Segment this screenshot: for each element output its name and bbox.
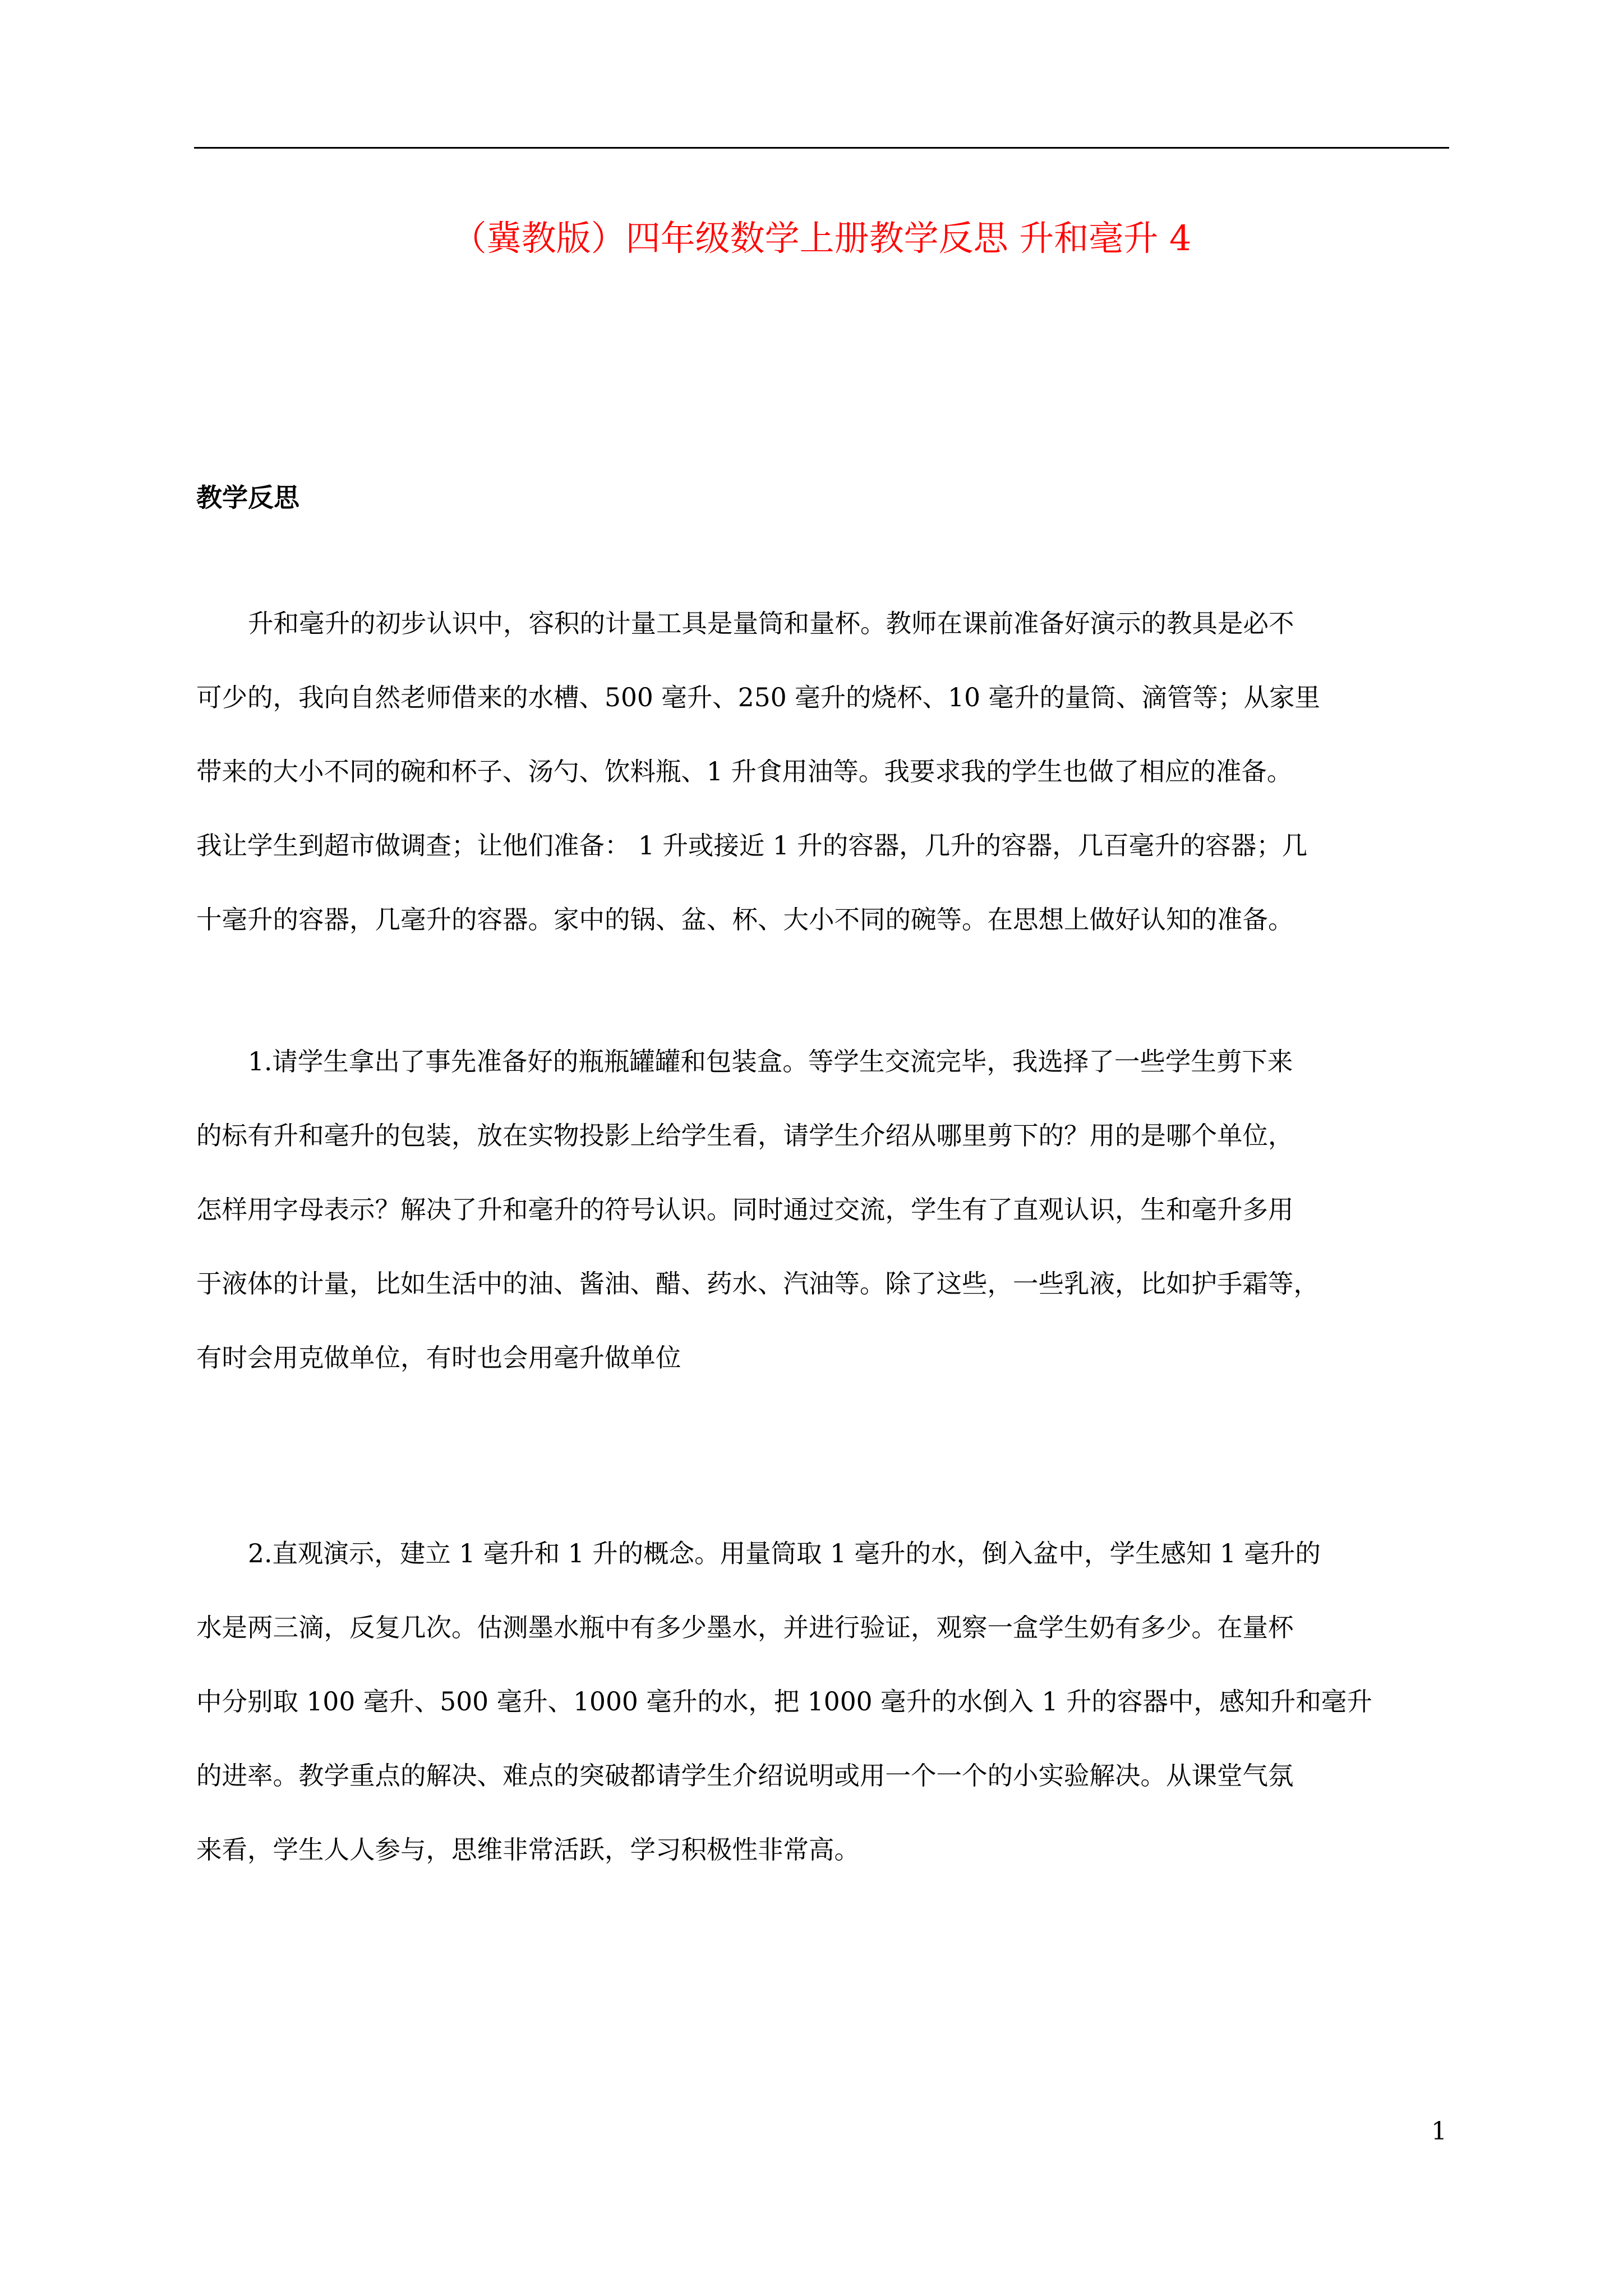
section-heading: 教学反思	[196, 482, 299, 513]
paragraph-line: 带来的大小不同的碗和杯子、汤勺、饮料瓶、1 升食用油等。我要求我的学生也做了相应的准备。	[196, 757, 1293, 786]
paragraph-line: 于液体的计量，比如生活中的油、酱油、醋、药水、汽油等。除了这些，一些乳液，比如护手霜等，	[196, 1269, 1320, 1299]
page-number: 1	[1431, 2117, 1447, 2146]
paragraph-line: 1.请学生拿出了事先准备好的瓶瓶罐罐和包装盒。等学生交流完毕，我选择了一些学生剪下来	[248, 1047, 1293, 1076]
paragraph-line: 中分别取 100 毫升、500 毫升、1000 毫升的水，把 1000 毫升的水倒入 1 升的容器中，感知升和毫升	[196, 1687, 1372, 1717]
paragraph-line: 可少的，我向自然老师借来的水槽、500 毫升、250 毫升的烧杯、10 毫升的量筒、滴管等；从家里	[196, 683, 1320, 712]
paragraph-3	[196, 1517, 1447, 1887]
paragraph-line: 水是两三滴，反复几次。估测墨水瓶中有多少墨水，并进行验证，观察一盒学生奶有多少。在量杯	[196, 1613, 1294, 1642]
paragraph-line: 2.直观演示，建立 1 毫升和 1 升的概念。用量筒取 1 毫升的水，倒入盆中，学生感知 1 毫升的	[248, 1539, 1321, 1568]
paragraph-line: 来看，学生人人参与，思维非常活跃，学习积极性非常高。	[196, 1835, 860, 1865]
paragraph-line: 的标有升和毫升的包装，放在实物投影上给学生看，请学生介绍从哪里剪下的？用的是哪个单位，	[196, 1121, 1294, 1151]
paragraph-line: 十毫升的容器，几毫升的容器。家中的锅、盆、杯、大小不同的碗等。在思想上做好认知的准备。	[196, 905, 1294, 935]
paragraph-line: 有时会用克做单位，有时也会用毫升做单位	[196, 1343, 681, 1373]
paragraph-line: 怎样用字母表示？解决了升和毫升的符号认识。同时通过交流，学生有了直观认识，生和毫升多用	[196, 1195, 1294, 1225]
document-title: （冀教版）四年级数学上册教学反思 升和毫升 4	[451, 218, 1192, 259]
paragraph-line: 我让学生到超市做调查；让他们准备： 1 升或接近 1 升的容器，几升的容器，几百毫升的容器；几	[196, 831, 1308, 861]
paragraph-2	[196, 1025, 1447, 1395]
header-rule	[194, 147, 1449, 149]
paragraph-1	[196, 587, 1447, 957]
paragraph-line: 的进率。教学重点的解决、难点的突破都请学生介绍说明或用一个一个的小实验解决。从课堂气氛	[196, 1761, 1294, 1791]
paragraph-line: 升和毫升的初步认识中，容积的计量工具是量筒和量杯。教师在课前准备好演示的教具是必不	[248, 609, 1294, 638]
